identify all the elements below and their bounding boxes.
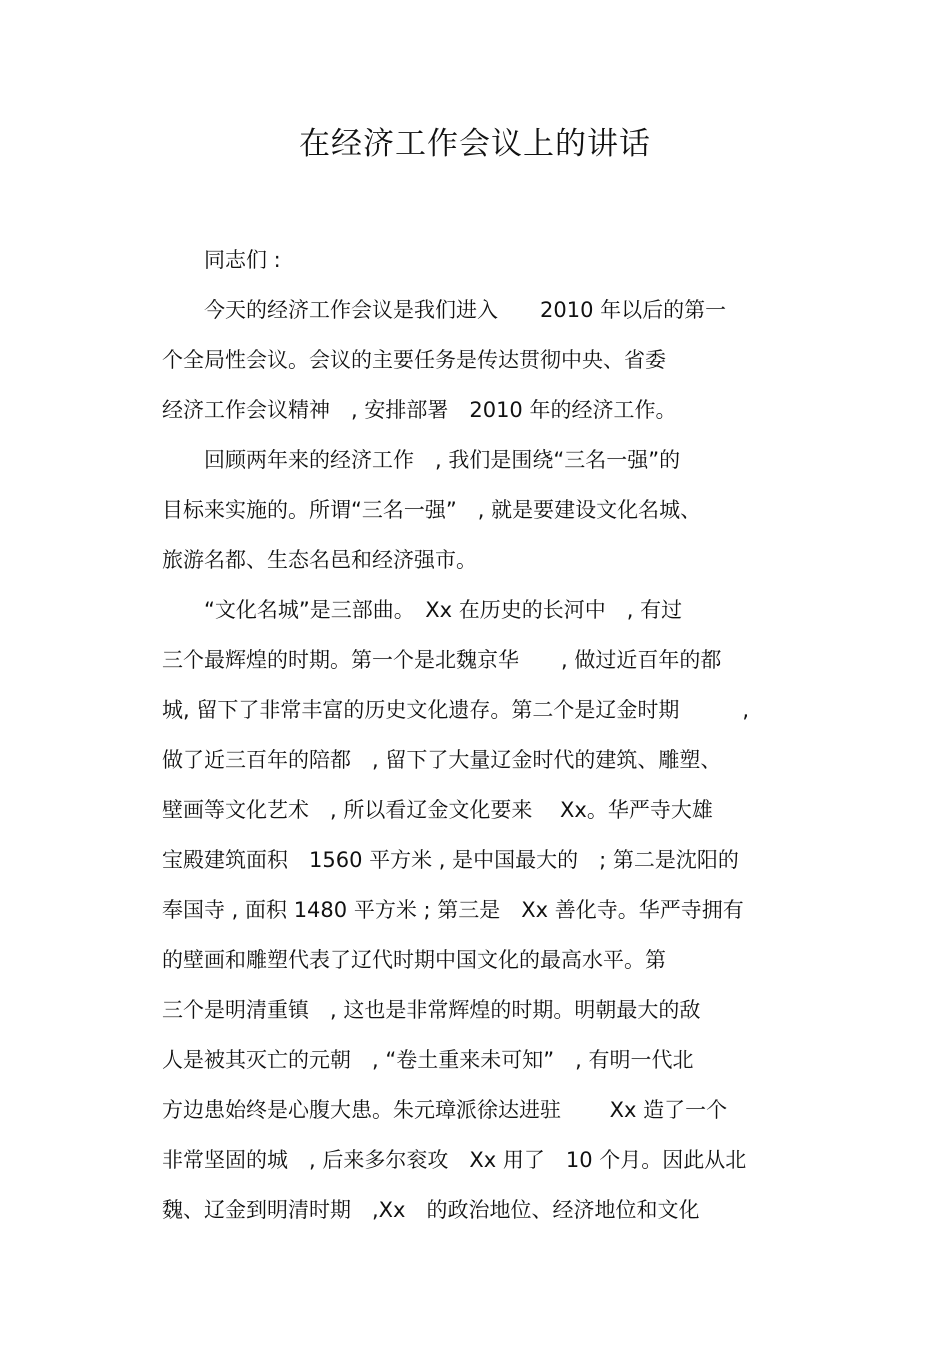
body-line-salutation: 同志们 :: [162, 248, 281, 272]
body-line: 经济工作会议精神 , 安排部署 2010 年的经济工作。: [162, 398, 677, 422]
body-line: 宝殿建筑面积 1560 平方米 , 是中国最大的 ; 第二是沈阳的: [162, 848, 739, 872]
document-title: 在经济工作会议上的讲话: [299, 126, 651, 162]
body-line: “文化名城”是三部曲。 Xx 在历史的长河中 , 有过: [162, 598, 683, 622]
body-line: 今天的经济工作会议是我们进入 2010 年以后的第一: [162, 298, 727, 322]
body-line: 目标来实施的。所谓“三名一强” , 就是要建设文化名城、: [162, 498, 702, 522]
body-line: 个全局性会议。会议的主要任务是传达贯彻中央、省委: [162, 348, 666, 372]
body-line: 魏、辽金到明清时期 ,Xx 的政治地位、经济地位和文化: [162, 1198, 700, 1222]
body-line: 做了近三百年的陪都 , 留下了大量辽金时代的建筑、雕塑、: [162, 748, 722, 772]
body-line: 壁画等文化艺术 , 所以看辽金文化要来 Xx。华严寺大雄: [162, 798, 713, 822]
body-line: 方边患始终是心腹大患。朱元璋派徐达进驻 Xx 造了一个: [162, 1098, 728, 1122]
body-line: 回顾两年来的经济工作 , 我们是围绕“三名一强”的: [162, 448, 681, 472]
body-line: 的壁画和雕塑代表了辽代时期中国文化的最高水平。第: [162, 948, 666, 972]
body-line: 三个是明清重镇 , 这也是非常辉煌的时期。明朝最大的敌: [162, 998, 701, 1022]
body-line: 奉国寺 , 面积 1480 平方米 ; 第三是 Xx 善化寺。华严寺拥有: [162, 898, 744, 922]
body-line: 非常坚固的城 , 后来多尔衮攻 Xx 用了 10 个月。因此从北: [162, 1148, 747, 1172]
body-line: 人是被其灭亡的元朝 , “卷土重来未可知” , 有明一代北: [162, 1048, 694, 1072]
body-line: 城, 留下了非常丰富的历史文化遗存。第二个是辽金时期 ,: [162, 698, 750, 722]
body-line: 三个最辉煌的时期。第一个是北魏京华 , 做过近百年的都: [162, 648, 722, 672]
body-line: 旅游名都、生态名邑和经济强市。: [162, 548, 477, 572]
